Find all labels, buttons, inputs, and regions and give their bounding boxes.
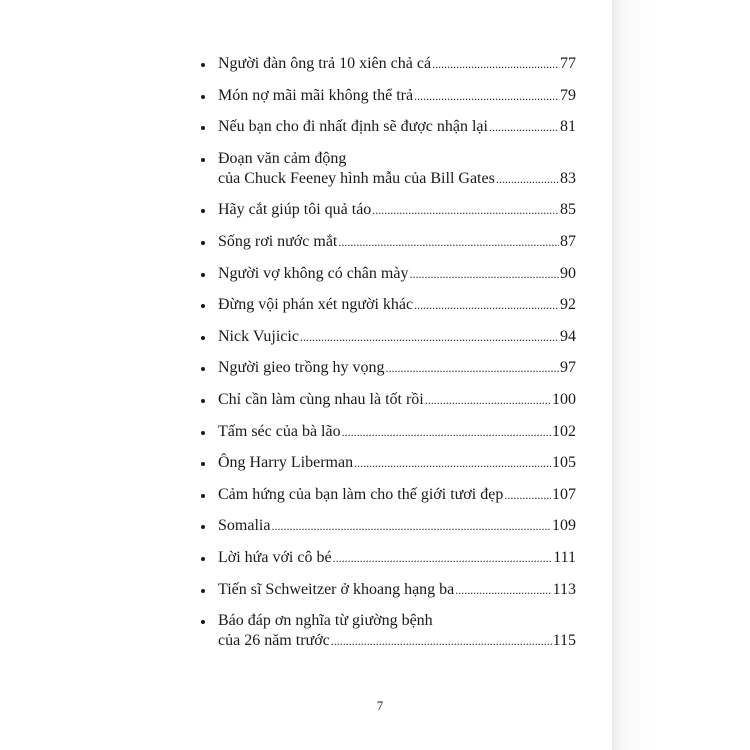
bullet-dot-icon bbox=[201, 525, 205, 529]
page-number: 7 bbox=[376, 698, 384, 713]
dot-leader bbox=[342, 422, 551, 442]
toc-entry-page: 115 bbox=[552, 632, 576, 650]
toc-entry bbox=[196, 117, 576, 137]
bullet-dot-icon bbox=[201, 367, 205, 371]
toc-entry-page: 100 bbox=[552, 390, 576, 408]
toc-entry bbox=[196, 390, 576, 410]
toc-entry bbox=[196, 232, 576, 252]
bullet-dot-icon bbox=[201, 589, 205, 593]
toc-entry bbox=[196, 516, 576, 536]
dot-leader bbox=[385, 358, 559, 378]
toc-entry bbox=[196, 295, 576, 315]
toc-entry-page: 109 bbox=[552, 517, 576, 535]
toc-entry-page: 94 bbox=[560, 327, 576, 345]
toc-entry bbox=[196, 548, 576, 568]
dot-leader bbox=[496, 169, 559, 189]
dot-leader bbox=[300, 327, 559, 347]
toc-entry-title: Tấm séc của bà lão bbox=[218, 422, 341, 440]
toc-entry-title: Somalia bbox=[218, 517, 271, 535]
toc-entry bbox=[196, 149, 576, 189]
dot-leader bbox=[432, 54, 559, 74]
toc-entry-title: Người đàn ông trả 10 xiên chả cá bbox=[218, 55, 432, 72]
page-edge-shadow bbox=[612, 0, 750, 750]
dot-leader bbox=[372, 200, 559, 220]
toc-entry bbox=[196, 327, 576, 347]
toc-entry-page: 113 bbox=[552, 580, 576, 598]
table-of-contents bbox=[196, 54, 576, 663]
toc-entry-title: Ông Harry Liberman bbox=[218, 454, 354, 472]
toc-entry-page: 87 bbox=[560, 232, 576, 250]
toc-entry-title: Tiến sĩ Schweitzer ở khoang hạng ba bbox=[218, 580, 455, 598]
toc-entry-page: 107 bbox=[552, 485, 576, 503]
bullet-dot-icon bbox=[201, 494, 205, 498]
toc-entry-title: Món nợ mãi mãi không thể trả bbox=[218, 86, 414, 104]
dot-leader bbox=[455, 580, 551, 600]
bullet-dot-icon bbox=[201, 95, 205, 99]
dot-leader bbox=[409, 264, 559, 284]
toc-entry bbox=[196, 86, 576, 106]
dot-leader bbox=[333, 548, 553, 568]
bullet-dot-icon bbox=[201, 336, 205, 340]
toc-entry-title: Lời hứa với cô bé bbox=[218, 548, 332, 566]
toc-entry-page: 105 bbox=[552, 454, 576, 472]
toc-entry-page: 81 bbox=[560, 118, 576, 136]
toc-entry-page: 79 bbox=[560, 86, 576, 104]
toc-entry bbox=[196, 264, 576, 284]
toc-entry bbox=[196, 358, 576, 378]
bullet-dot-icon bbox=[201, 620, 205, 624]
toc-entry-page: 83 bbox=[560, 169, 576, 187]
toc-entry bbox=[196, 54, 576, 74]
bullet-dot-icon bbox=[201, 462, 205, 466]
toc-entry-page: 102 bbox=[552, 422, 576, 440]
toc-entry-title: Hãy cắt giúp tôi quả táo bbox=[218, 201, 372, 219]
toc-entry-title-first-line: Báo đáp ơn nghĩa từ giường bệnh bbox=[218, 612, 433, 630]
toc-entry-title: Sống rơi nước mắt bbox=[218, 232, 338, 250]
dot-leader bbox=[425, 390, 551, 410]
bullet-dot-icon bbox=[201, 304, 205, 308]
toc-entry-page: 90 bbox=[560, 264, 576, 282]
toc-entry bbox=[196, 200, 576, 220]
dot-leader bbox=[271, 516, 551, 536]
toc-entry bbox=[196, 611, 576, 651]
toc-entry bbox=[196, 580, 576, 600]
dot-leader bbox=[414, 86, 559, 106]
toc-entry bbox=[196, 422, 576, 442]
bullet-dot-icon bbox=[201, 431, 205, 435]
toc-entry-title: Người vợ không có chân mày bbox=[218, 264, 409, 282]
toc-entry-title: của Chuck Feeney hình mẫu của Bill Gates bbox=[218, 169, 495, 187]
dot-leader bbox=[354, 453, 551, 473]
bullet-dot-icon bbox=[201, 209, 205, 213]
dot-leader bbox=[338, 232, 559, 252]
toc-entry-page: 77 bbox=[560, 55, 576, 72]
toc-entry-page: 85 bbox=[560, 201, 576, 219]
dot-leader bbox=[414, 295, 559, 315]
bullet-dot-icon bbox=[201, 273, 205, 277]
bullet-dot-icon bbox=[201, 557, 205, 561]
bullet-dot-icon bbox=[201, 63, 205, 67]
toc-entry-title: Cảm hứng của bạn làm cho thế giới tươi đẹp bbox=[218, 485, 504, 503]
toc-entry-page: 92 bbox=[560, 296, 576, 314]
dot-leader bbox=[489, 117, 559, 137]
bullet-dot-icon bbox=[201, 126, 205, 130]
dot-leader bbox=[504, 485, 551, 505]
dot-leader bbox=[331, 631, 552, 651]
toc-entry-title: Nick Vujicic bbox=[218, 327, 299, 345]
toc-entry-page: 97 bbox=[560, 359, 576, 377]
toc-entry-page: 111 bbox=[553, 548, 576, 566]
bullet-dot-icon bbox=[201, 399, 205, 403]
toc-entry-title-first-line: Đoạn văn cảm động bbox=[218, 149, 347, 167]
bullet-dot-icon bbox=[201, 158, 205, 162]
toc-entry-title: Đừng vội phán xét người khác bbox=[218, 296, 414, 314]
toc-entry-title: của 26 năm trước bbox=[218, 632, 330, 650]
bullet-dot-icon bbox=[201, 241, 205, 245]
toc-entry bbox=[196, 485, 576, 505]
toc-entry-title: Nếu bạn cho đi nhất định sẽ được nhận lại bbox=[218, 118, 488, 136]
toc-entry bbox=[196, 453, 576, 473]
toc-entry-title: Người gieo trồng hy vọng bbox=[218, 359, 385, 377]
toc-entry-title: Chỉ cần làm cùng nhau là tốt rồi bbox=[218, 390, 424, 408]
